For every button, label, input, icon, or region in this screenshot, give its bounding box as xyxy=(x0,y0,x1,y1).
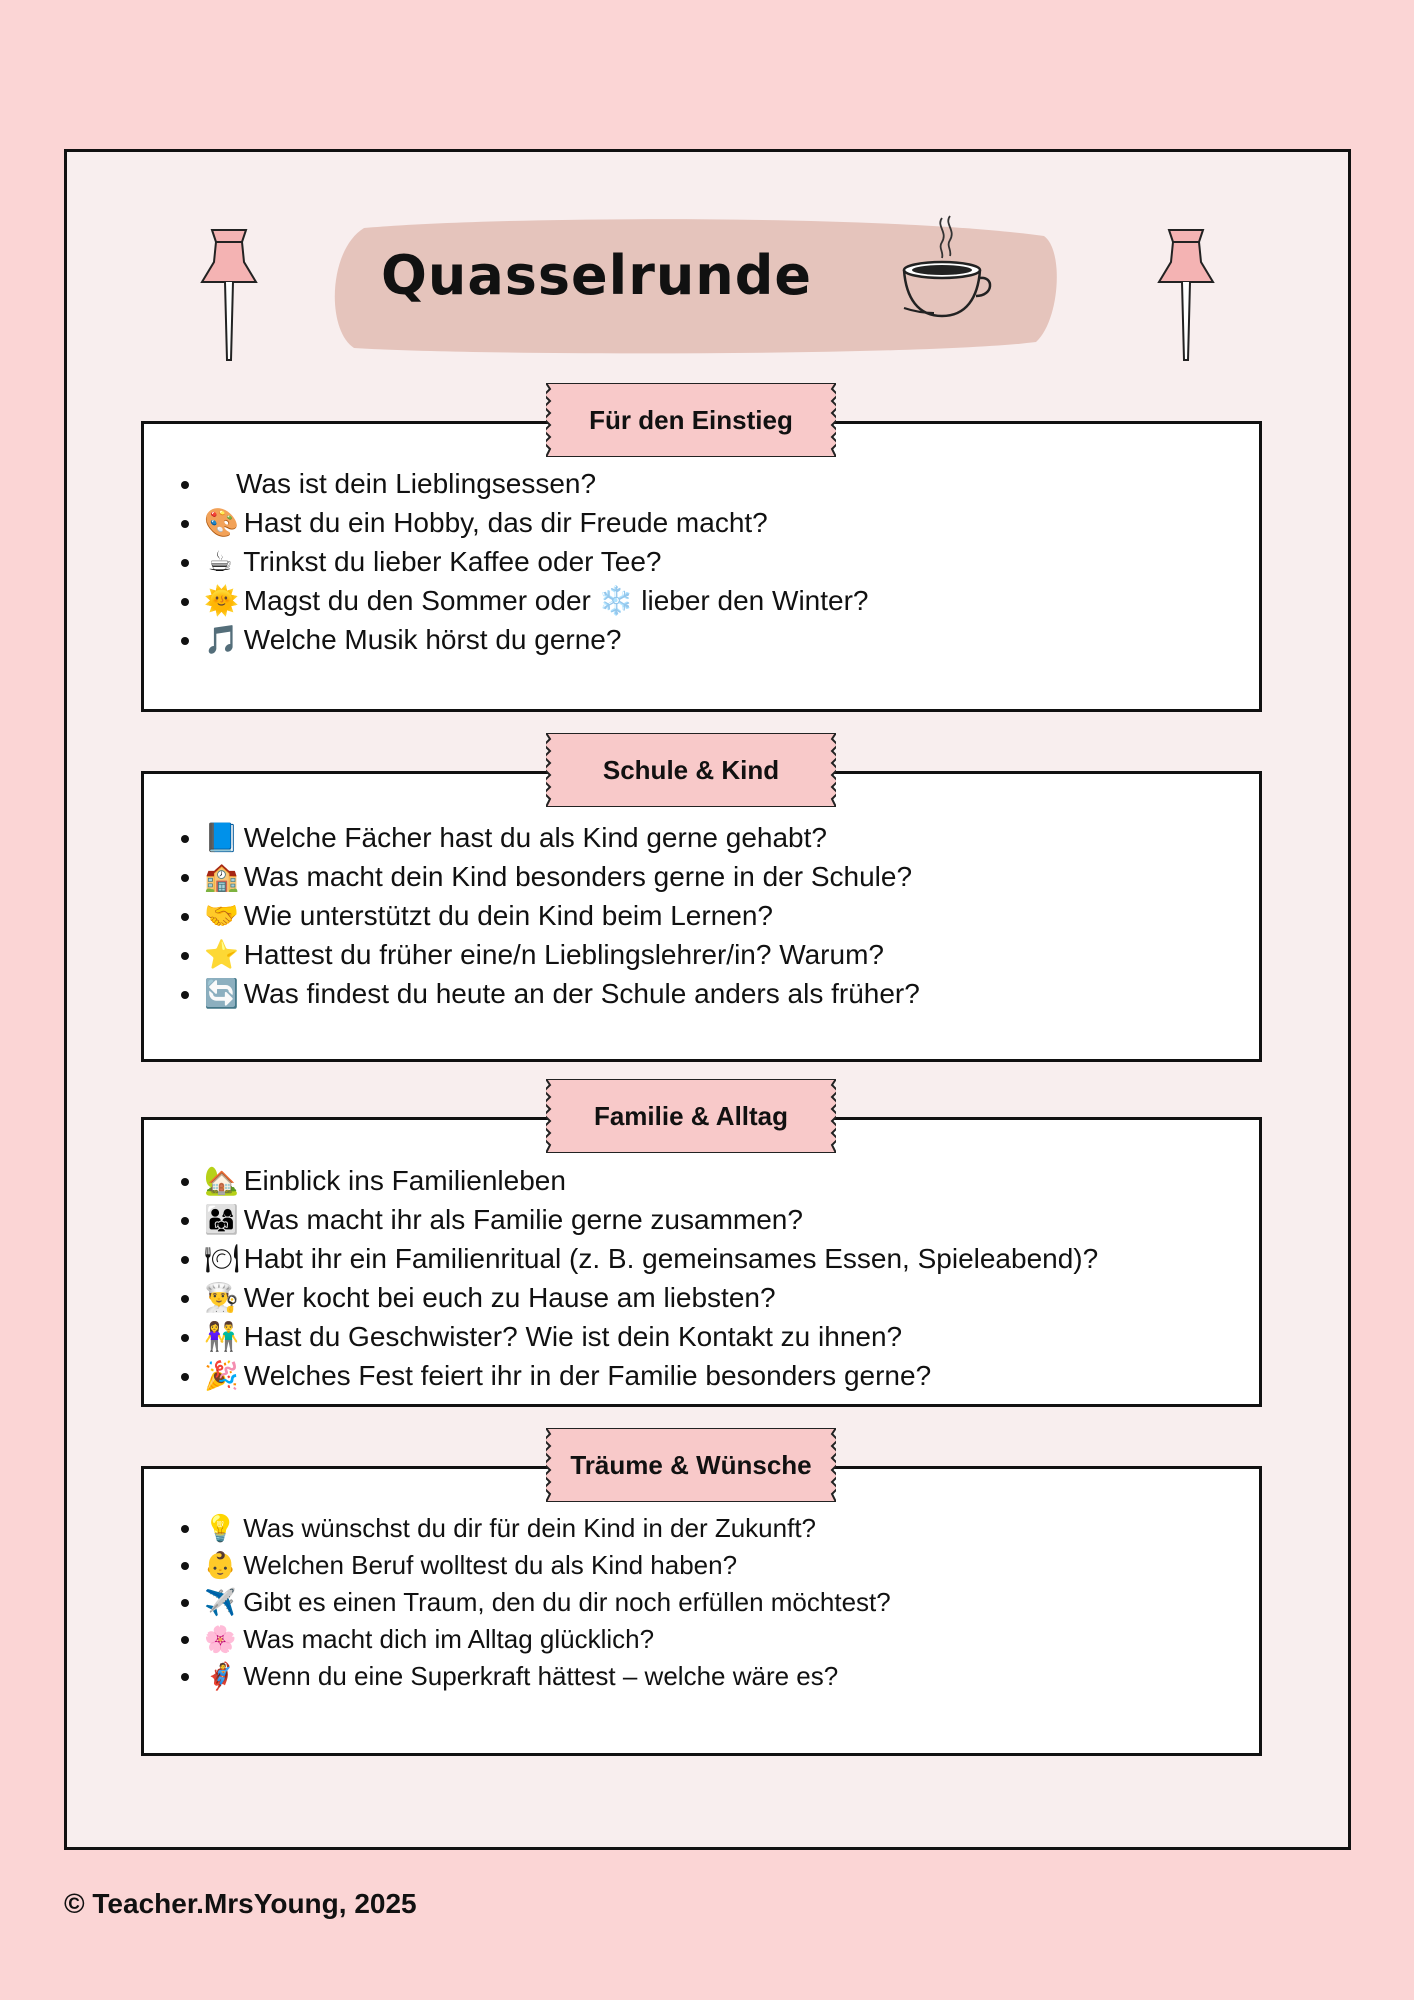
child-icon: 👶 xyxy=(204,1551,237,1581)
page-title: Quasselrunde xyxy=(380,244,812,307)
list-item: • 🎨 Hast du ein Hobby, das dir Freude macht? xyxy=(204,503,869,542)
pushpin-icon xyxy=(1155,228,1217,364)
section-label-einstieg xyxy=(546,383,836,457)
handshake-icon: 🤝 xyxy=(204,899,239,932)
coffee-cup-icon xyxy=(896,212,996,322)
section-label-schule xyxy=(546,733,836,807)
question-list-schule xyxy=(164,818,920,1013)
list-item: • 🌞 Magst du den Sommer oder ❄️ lieber den Winter? xyxy=(204,581,869,620)
list-item: • 🏡 Einblick ins Familienleben xyxy=(204,1161,1098,1200)
question-list-familie xyxy=(164,1161,1098,1395)
house-icon: 🏡 xyxy=(204,1164,239,1197)
fork-knife-icon: 🍽 xyxy=(204,1242,240,1275)
airplane-icon: ✈️ xyxy=(204,1588,237,1618)
list-item: • ☕ Trinkst du lieber Kaffee oder Tee? xyxy=(204,542,869,581)
star-icon: ⭐ xyxy=(204,938,239,971)
sun-icon: 🌞 xyxy=(204,584,239,617)
list-item: • 👨‍👩‍👧 Was macht ihr als Familie gerne zusammen? xyxy=(204,1200,1098,1239)
list-item: • 🌸 Was macht dich im Alltag glücklich? xyxy=(204,1621,891,1658)
list-item: • 🔄 Was findest du heute an der Schule anders als früher? xyxy=(204,974,920,1013)
lightbulb-icon: 💡 xyxy=(204,1514,237,1544)
list-item: • 🍽 Habt ihr ein Familienritual (z. B. gemeinsames Essen, Spieleabend)? xyxy=(204,1239,1098,1278)
list-item: • 🏫 Was macht dein Kind besonders gerne in der Schule? xyxy=(204,857,920,896)
section-label-text: Familie & Alltag xyxy=(593,1101,789,1131)
party-popper-icon: 🎉 xyxy=(204,1359,239,1392)
palette-icon: 🎨 xyxy=(204,506,239,539)
section-label-text: Schule & Kind xyxy=(602,755,780,785)
section-label-traeume xyxy=(546,1428,836,1502)
family-icon: 👨‍👩‍👧 xyxy=(204,1203,239,1236)
list-item: • 👶 Welchen Beruf wolltest du als Kind haben? xyxy=(204,1547,891,1584)
coffee-icon: ☕ xyxy=(207,545,233,578)
list-item: • ✈️ Gibt es einen Traum, den du dir noch erfüllen möchtest? xyxy=(204,1584,891,1621)
list-item: • 👨‍🍳 Wer kocht bei euch zu Hause am liebsten? xyxy=(204,1278,1098,1317)
superhero-icon: 🦸 xyxy=(204,1662,237,1692)
list-item: • 🎵 Welche Musik hörst du gerne? xyxy=(204,620,869,659)
refresh-icon: 🔄 xyxy=(204,977,239,1010)
cook-icon: 👨‍🍳 xyxy=(204,1281,239,1314)
list-item: • 📘 Welche Fächer hast du als Kind gerne gehabt? xyxy=(204,818,920,857)
pushpin-icon xyxy=(198,228,260,364)
list-item: • Was ist dein Lieblingsessen? xyxy=(204,464,869,503)
book-icon: 📘 xyxy=(204,821,239,854)
section-label-text: Für den Einstieg xyxy=(589,405,793,435)
list-item: • 🦸 Wenn du eine Superkraft hättest – welche wäre es? xyxy=(204,1658,891,1695)
question-list-einstieg xyxy=(164,464,869,659)
question-list-traeume xyxy=(164,1510,891,1695)
siblings-icon: 👫 xyxy=(204,1320,239,1353)
list-item: • 💡 Was wünschst du dir für dein Kind in der Zukunft? xyxy=(204,1510,891,1547)
list-item: • 👫 Hast du Geschwister? Wie ist dein Kontakt zu ihnen? xyxy=(204,1317,1098,1356)
music-note-icon: 🎵 xyxy=(204,623,239,656)
list-item: • 🎉 Welches Fest feiert ihr in der Familie besonders gerne? xyxy=(204,1356,1098,1395)
copyright-footer: © Teacher.MrsYoung, 2025 xyxy=(64,1888,417,1919)
school-icon: 🏫 xyxy=(204,860,239,893)
list-item: • ⭐ Hattest du früher eine/n Lieblingslehrer/in? Warum? xyxy=(204,935,920,974)
flower-icon: 🌸 xyxy=(204,1625,237,1655)
section-label-text: Träume & Wünsche xyxy=(570,1450,812,1480)
section-label-familie xyxy=(546,1079,836,1153)
list-item: • 🤝 Wie unterstützt du dein Kind beim Lernen? xyxy=(204,896,920,935)
